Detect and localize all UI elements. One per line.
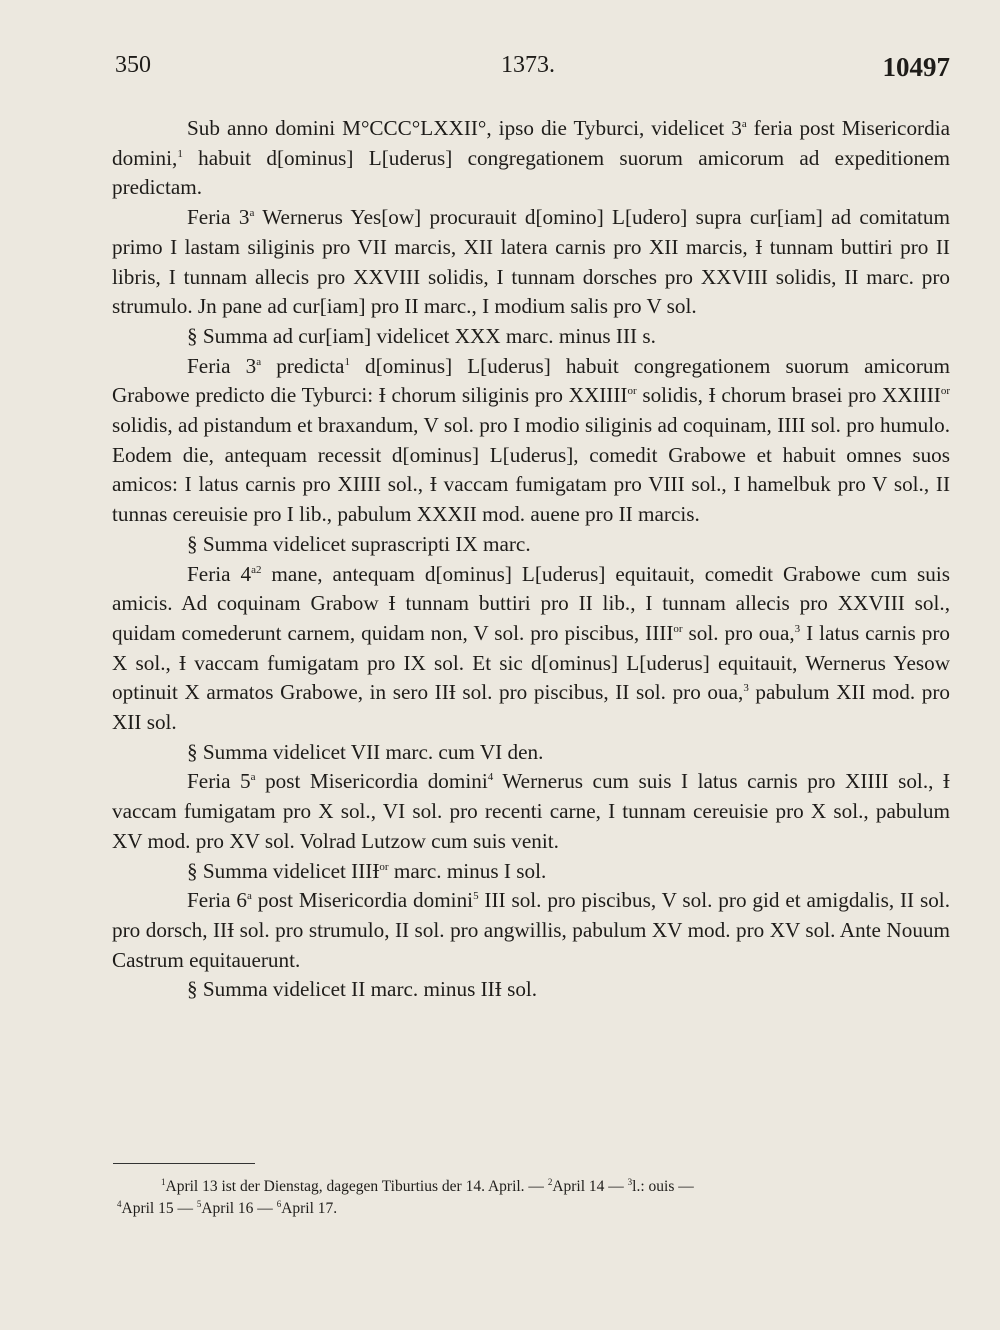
superscript: or — [379, 860, 389, 873]
paragraph: Feria 3$^a$ predicta$^1$ d[ominus] L[uderus] habuit congregationem suorum amicorum Grabowe predicto die Tyburci: Ɨ chorum siliginis pro $XXIIII^{or}$ solidis, Ɨ chorum brasei pro $XXIIII^{or}$ solidis, ad pistandum et braxandum, V sol. pro I modio siliginis ad coquinam, IIII sol. pro humulo. Eodem die, antequam recessit d[ominus] L[uderus], comedit Grabowe et habuit omnes suos amicos: I latus carnis pro XIIII sol., Ɨ vaccam fumigatam pro VIII sol., I hamelbuk pro V sol., II tunnas cereuisie pro I lib., pabulum XXXII mod. auene pro II marcis. — [112, 353, 950, 527]
superscript: a — [256, 355, 262, 368]
superscript: a — [741, 118, 747, 130]
superscript: 4 — [117, 1199, 122, 1209]
footnotes — [117, 1176, 950, 1220]
superscript: 4 — [487, 771, 494, 784]
summa-line: § Summa ad cur[iam] videlicet XXX marc. minus III s. — [187, 323, 656, 348]
superscript: 1 — [177, 147, 183, 160]
superscript: 6 — [276, 1199, 282, 1209]
paragraph: Feria 5$^a$ post Misericordia domini$^4$ Wernerus cum suis I latus carnis pro XIIII sol., Ɨ vaccam fumigatam pro X sol., VI sol. pro recenti carne, I tunnam cereuisie pro X sol., pabulum XV mod. pro XV sol. Volrad Lutzow cum suis venit. — [112, 769, 950, 853]
summa-line: § Summa videlicet VII marc. cum VI den. — [187, 739, 544, 764]
superscript: 2 — [547, 1177, 553, 1187]
paragraph: Feria $4^{a2}$ mane, antequam d[ominus] L[uderus] equitauit, comedit Grabowe cum suis amicis. Ad coquinam Grabow Ɨ tunnam buttiri pro II lib., I tunnam allecis pro XXVIII sol., quidam comederunt carnem, quidam non, V sol. pro piscibus, $IIII^{or}$ sol. pro oua,$^3$ I latus carnis pro X sol., Ɨ vaccam fumigatam pro IX sol. Et sic d[ominus] L[uderus] equitauit, Wernerus Yesow optinuit X armatos Grabowe, in sero IIƗ sol. pro piscibus, II sol. pro oua,$^3$ pabulum XII mod. pro XII sol. — [112, 561, 950, 735]
superscript: 3 — [794, 622, 801, 635]
superscript: 3 — [627, 1177, 633, 1187]
superscript: 5 — [473, 890, 479, 903]
page-number: 350 — [115, 52, 151, 78]
footnote-divider — [113, 1163, 255, 1164]
superscript: a — [246, 890, 252, 903]
year-heading: 1373. — [501, 52, 555, 78]
summa-line: § Summa videlicet suprascripti IX marc. — [187, 531, 531, 556]
superscript: 3 — [743, 682, 749, 695]
superscript: or — [940, 385, 950, 398]
paragraph: Feria 3$^a$ Wernerus Yes[ow] procurauit d[omino] L[udero] supra cur[iam] ad comitatum primo I lastam siliginis pro VII marcis, XII latera carnis pro XII marcis, Ɨ tunnam buttiri pro II libris, I tunnam allecis pro XXVIII solidis, I tunnam dorsches pro XXVIII solidis, II marc. pro strumulo. Jn pane ad cur[iam] pro II marc., I modium salis pro V sol. — [112, 205, 950, 319]
footnote-line: $^4$April 15 — $^5$April 16 — $^6$April 17. — [117, 1199, 338, 1217]
superscript: 5 — [196, 1199, 202, 1209]
superscript: 1 — [161, 1177, 166, 1187]
superscript: 1 — [344, 355, 350, 368]
summa-line: § Summa videlicet II marc. minus IIƗ sol. — [187, 977, 538, 1002]
superscript: a — [249, 207, 255, 220]
document-number: 10497 — [882, 52, 950, 82]
superscript: or — [673, 622, 683, 635]
superscript: or — [627, 385, 637, 398]
main-text — [112, 114, 950, 1005]
summa-line: § Summa videlicet $IIIƗ^{or}$ marc. minus I sol. — [187, 858, 547, 883]
paragraph: Sub anno domini M°CCC°LXXII°, ipso die Tyburci, videlicet 3$^a$ feria post Misericordia domini,$^1$ habuit d[ominus] L[uderus] congregationem suorum amicorum ad expeditionem predictam. — [112, 116, 950, 200]
superscript: a2 — [251, 563, 262, 576]
footnote-line: $^1$April 13 ist der Dienstag, dagegen Tiburtius der 14. April. — $^2$April 14 — $^3$l.: ouis — — [161, 1177, 694, 1195]
paragraph: Feria 6$^a$ post Misericordia domini$^5$ III sol. pro piscibus, V sol. pro gid et amigdalis, II sol. pro dorsch, IIƗ sol. pro strumulo, II sol. pro angwillis, pabulum XV mod. pro XV sol. Ante Nouum Castrum equitauerunt. — [112, 888, 950, 972]
superscript: a — [250, 771, 256, 784]
running-header — [115, 52, 950, 92]
